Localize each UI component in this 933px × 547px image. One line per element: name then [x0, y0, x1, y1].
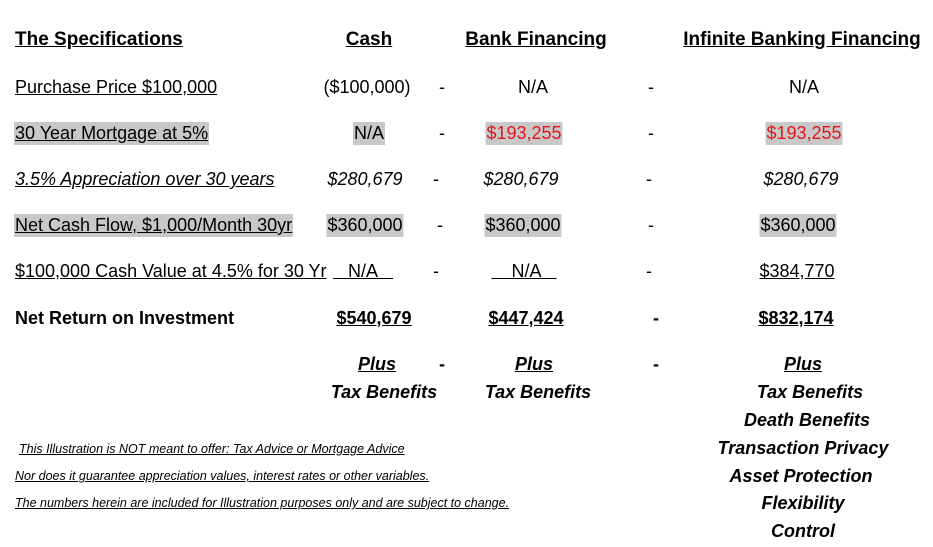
cash-cash-value: N/A	[347, 261, 379, 281]
bank-tax-benefits: Tax Benefits	[484, 382, 592, 402]
infinite-net-cash-flow: $360,000	[760, 215, 836, 235]
separator: -	[439, 123, 445, 143]
cash-tax-benefits: Tax Benefits	[330, 382, 438, 402]
separator: -	[437, 215, 443, 235]
separator: -	[433, 261, 439, 281]
footnote-illustration: The numbers herein are included for Illustration purposes only and are subject to change.	[15, 496, 510, 510]
header-cash: Cash	[345, 29, 393, 50]
separator: -	[433, 169, 439, 189]
bank-mortgage: $193,255	[486, 123, 562, 143]
benefit-flexibility: Flexibility	[761, 493, 845, 513]
bank-plus: Plus	[514, 354, 554, 374]
separator: -	[653, 308, 659, 328]
row-label-purchase-price: Purchase Price $100,000	[15, 77, 218, 97]
separator: -	[648, 77, 654, 97]
header-infinite-banking: Infinite Banking Financing	[683, 29, 921, 50]
infinite-appreciation: $280,679	[763, 169, 839, 189]
benefit-asset-protection: Asset Protection	[729, 466, 873, 486]
row-label-cash-value: $100,000 Cash Value at 4.5% for 30 Yr	[15, 261, 327, 281]
infinite-cash-value: $384,770	[759, 261, 835, 281]
bank-cash-value: N/A	[511, 261, 542, 281]
infinite-net-return: $832,174	[758, 308, 834, 328]
cash-purchase-price: ($100,000)	[323, 77, 411, 97]
cash-plus: Plus	[357, 354, 397, 374]
row-label-mortgage: 30 Year Mortgage at 5%	[15, 123, 209, 143]
separator: -	[439, 354, 445, 374]
footnote-disclaimer: This Illustration is NOT meant to offer: Tax Advice or Mortgage Advice	[19, 442, 405, 456]
row-label-appreciation: 3.5% Appreciation over 30 years	[15, 169, 275, 189]
separator: -	[653, 354, 659, 374]
header-specifications: The Specifications	[15, 29, 183, 50]
benefit-death: Death Benefits	[743, 410, 871, 430]
infinite-mortgage: $193,255	[766, 123, 842, 143]
separator: -	[646, 261, 652, 281]
separator: -	[648, 123, 654, 143]
separator: -	[646, 169, 652, 189]
bank-appreciation: $280,679	[483, 169, 559, 189]
separator: -	[439, 77, 445, 97]
cash-net-return: $540,679	[336, 308, 412, 328]
infinite-purchase-price: N/A	[788, 77, 820, 97]
infinite-plus: Plus	[783, 354, 823, 374]
header-bank-financing: Bank Financing	[465, 29, 607, 50]
cash-appreciation: $280,679	[327, 169, 403, 189]
footnote-guarantee: Nor does it guarantee appreciation values, interest rates or other variables.	[15, 469, 430, 483]
cash-net-cash-flow: $360,000	[327, 215, 403, 235]
separator: -	[648, 215, 654, 235]
cash-mortgage: N/A	[353, 123, 385, 143]
bank-net-cash-flow: $360,000	[485, 215, 561, 235]
row-label-net-cash-flow: Net Cash Flow, $1,000/Month 30yr	[15, 215, 293, 235]
bank-net-return: $447,424	[488, 308, 564, 328]
benefit-control: Control	[771, 521, 835, 541]
benefit-transaction-privacy: Transaction Privacy	[717, 438, 889, 458]
row-label-net-return: Net Return on Investment	[15, 308, 235, 328]
infinite-tax-benefits: Tax Benefits	[756, 382, 864, 402]
bank-purchase-price: N/A	[517, 77, 549, 97]
